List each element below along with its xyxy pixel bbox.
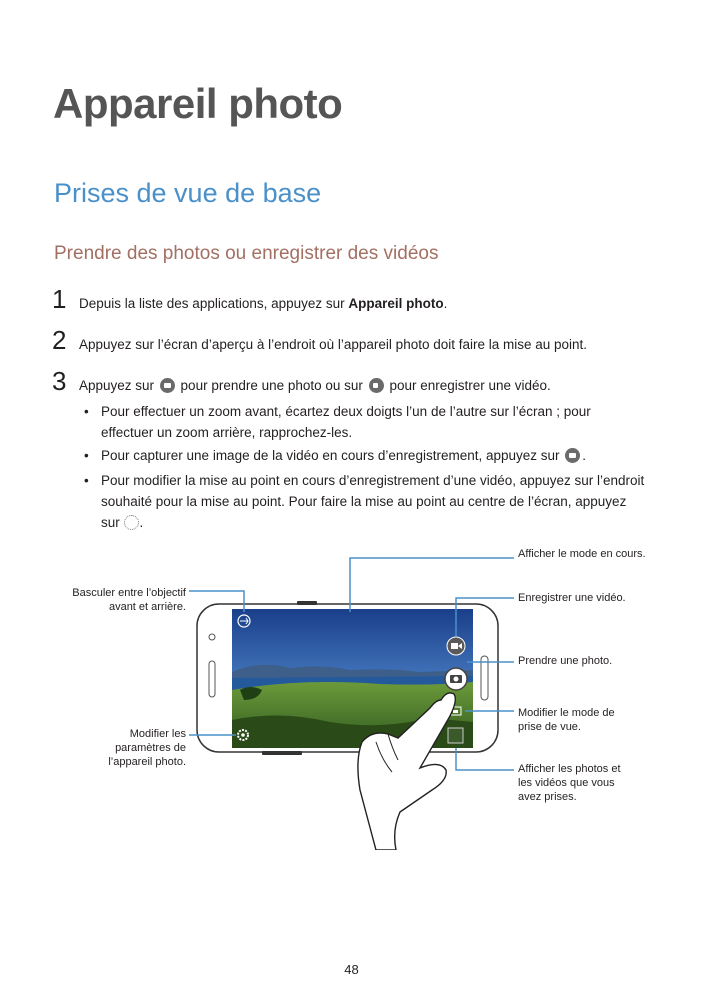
callout-switch-camera: Basculer entre l’objectif avant et arrière.: [72, 587, 186, 613]
phone-top-button: [297, 601, 317, 605]
subsection-heading: Prendre des photos ou enregistrer des vidéos: [54, 243, 439, 264]
bullet-dot: •: [84, 448, 89, 463]
step-text: Depuis la liste des applications, appuyez sur Appareil photo.: [79, 296, 448, 311]
section-heading: Prises de vue de base: [54, 178, 322, 208]
gallery-thumbnail-icon[interactable]: [448, 728, 463, 743]
callout-settings: Modifier les paramètres de l’appareil photo.: [108, 728, 186, 768]
camera-icon: [565, 448, 580, 463]
autofocus-icon: [124, 515, 139, 530]
step-1: [52, 284, 448, 314]
callout-gallery: Afficher les photos et les vidéos que vous avez prises.: [518, 763, 621, 803]
bullet-dot: •: [84, 404, 89, 419]
step-number: 2: [52, 325, 67, 355]
step-text: Appuyez sur pour prendre une photo ou sur pour enregistrer une vidéo.: [79, 378, 551, 393]
camera-icon: [160, 378, 175, 393]
camera-icon[interactable]: [445, 668, 467, 690]
step-2: [52, 325, 588, 355]
video-camera-icon[interactable]: [447, 637, 465, 655]
step-text: Appuyez sur l’écran d’aperçu à l’endroit où l’appareil photo doit faire la mise au point.: [79, 337, 588, 352]
page-title: Appareil photo: [53, 80, 343, 127]
step-number: 3: [52, 366, 67, 396]
step-3: [52, 366, 551, 396]
phone-bottom-button: [262, 751, 302, 755]
bullet-text: Pour effectuer un zoom avant, écartez deux doigts l’un de l’autre sur l’écran ; pour effectuer un zoom arrière, rapprochez-les.: [101, 404, 591, 440]
bullet-text: Pour capturer une image de la vidéo en cours d’enregistrement, appuyez sur .: [101, 448, 587, 463]
video-camera-icon: [369, 378, 384, 393]
bullet-text: Pour modifier la mise au point en cours d’enregistrement d’une vidéo, appuyez sur l’endroit souhaité pour la mise au point. Pour faire la mise au point au centre de l’écran, appuyez sur .: [101, 473, 645, 530]
bullet-dot: •: [84, 473, 89, 488]
callout-shooting-mode: Modifier le mode de prise de vue.: [518, 707, 615, 733]
page-number: 48: [344, 962, 359, 977]
callout-record-video: Enregistrer une vidéo.: [518, 592, 626, 604]
callout-mode-current: Afficher le mode en cours.: [518, 548, 646, 560]
step-number: 1: [52, 284, 67, 314]
callout-take-photo: Prendre une photo.: [518, 655, 613, 667]
